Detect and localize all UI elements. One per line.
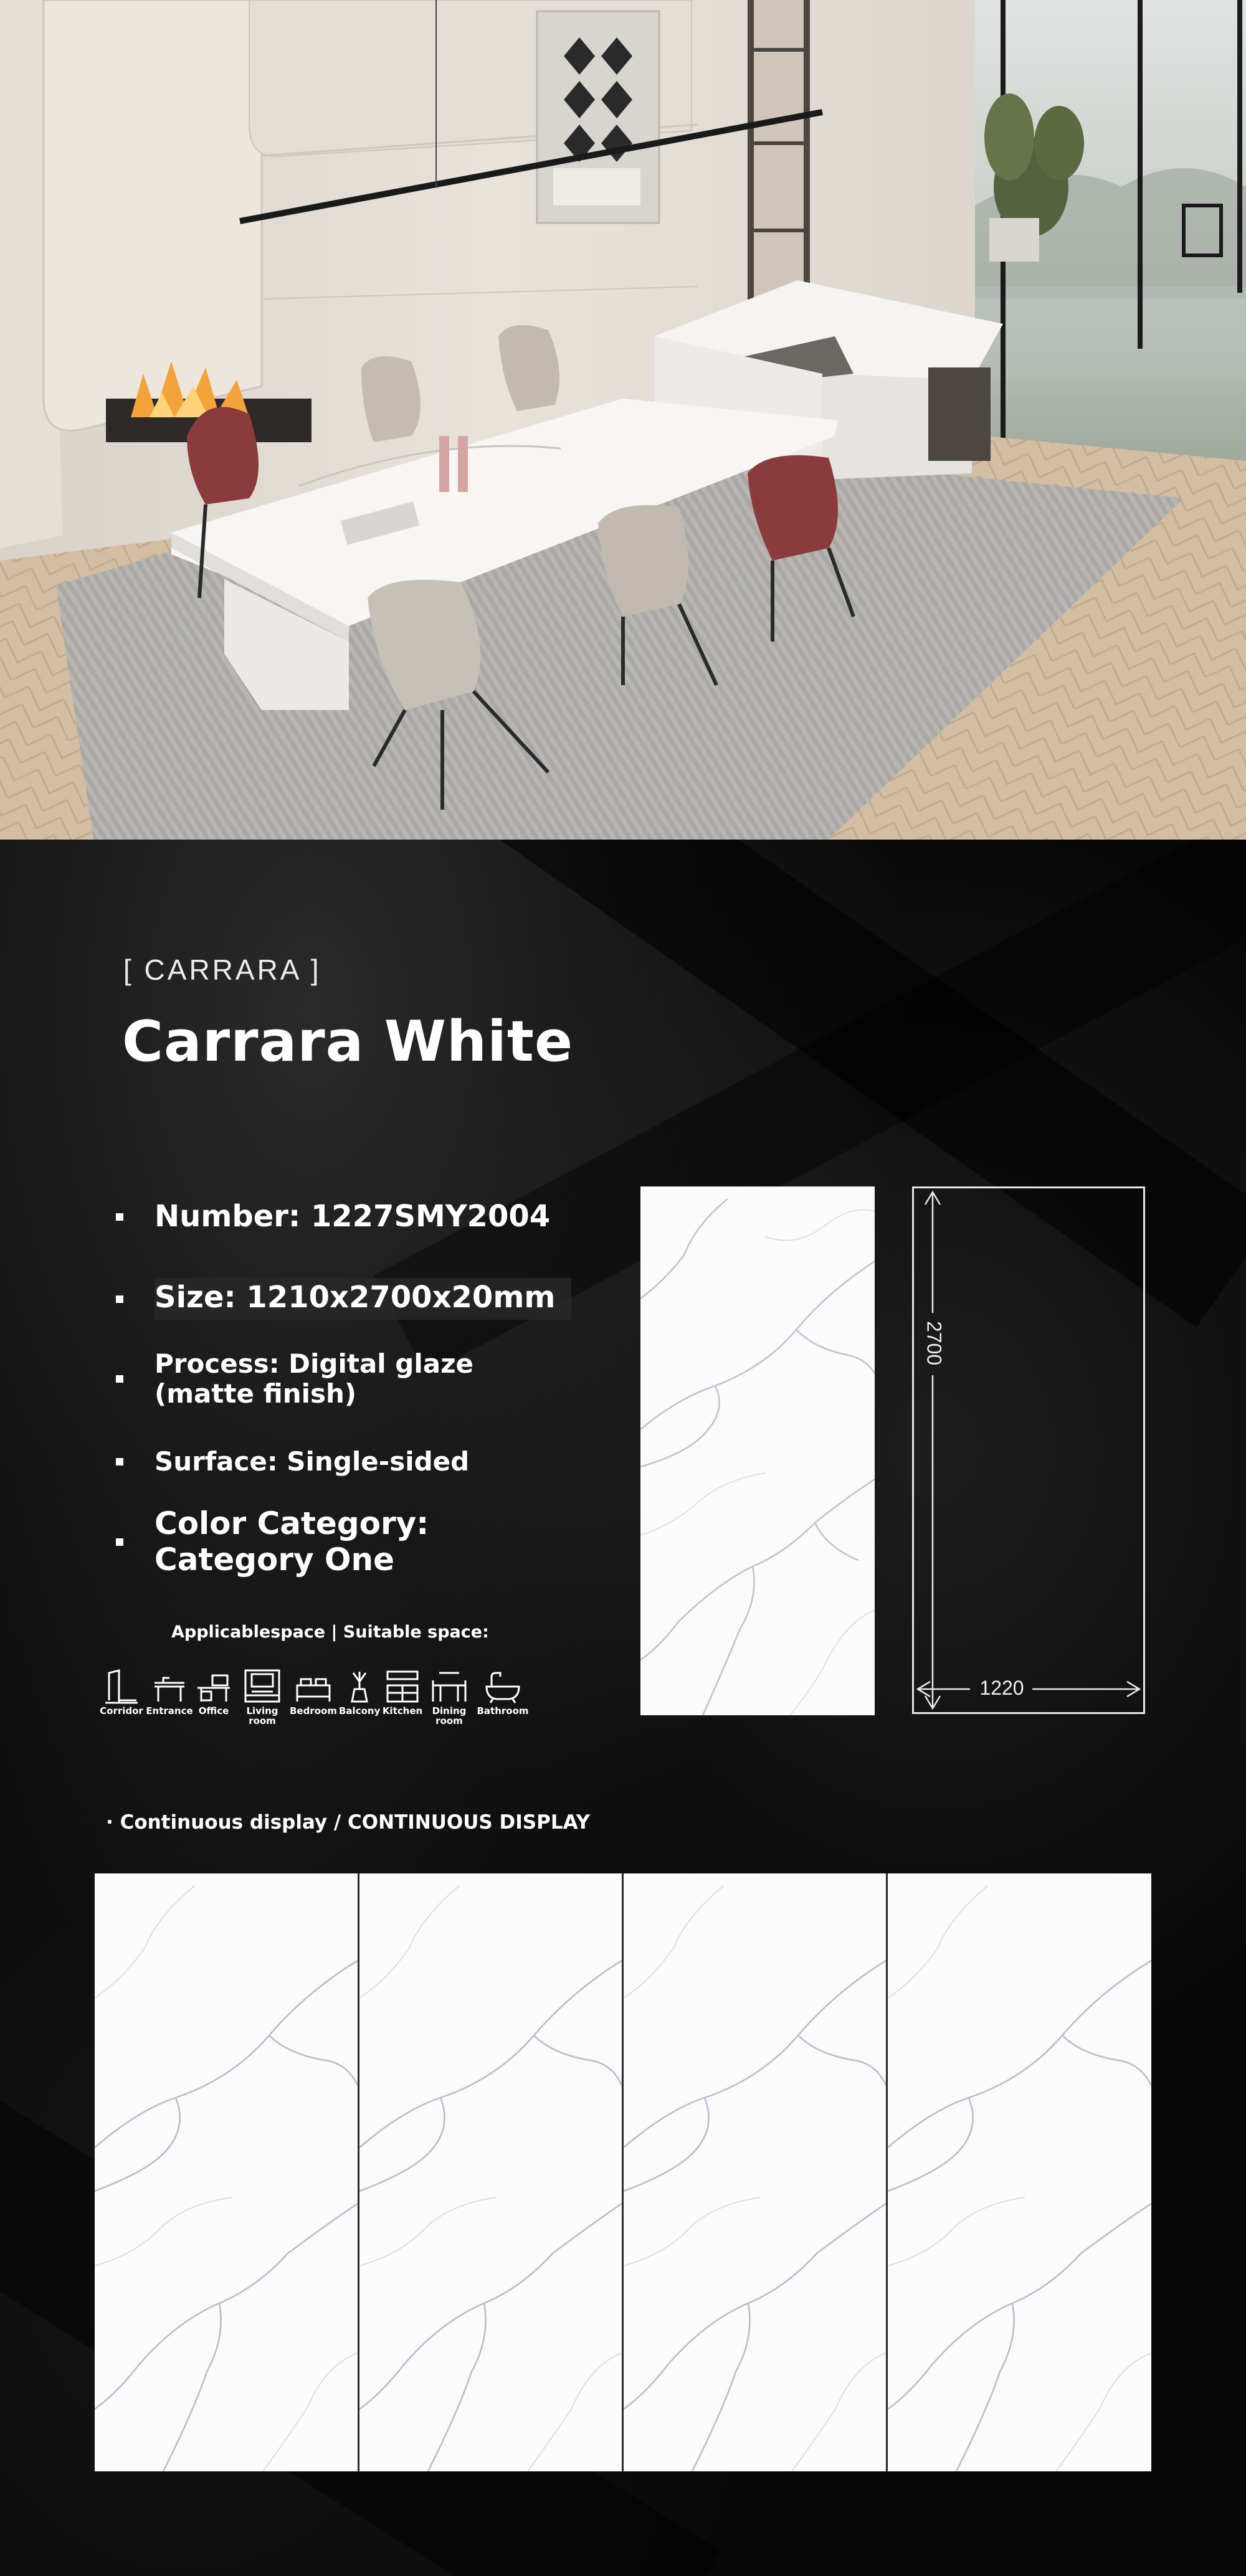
marble-texture <box>359 1873 622 2471</box>
width-dimension-label: 1220 <box>979 1677 1024 1699</box>
continuous-display <box>95 1873 1151 2471</box>
room-corridor <box>98 1668 145 1717</box>
room-label: Bedroom <box>290 1705 337 1717</box>
spec-color-category <box>116 1506 429 1578</box>
room-label: Kitchen <box>382 1705 423 1717</box>
kitchen-icon <box>384 1668 421 1704</box>
marble-texture <box>624 1873 886 2471</box>
spec-surface <box>116 1447 469 1477</box>
room-bathroom <box>475 1668 531 1717</box>
room-living-room <box>239 1668 285 1726</box>
room-office <box>194 1668 233 1717</box>
hero-interior-image <box>0 0 1246 840</box>
dining-room-icon <box>430 1668 468 1704</box>
room-label: Living room <box>246 1705 278 1726</box>
room-entrance <box>145 1668 194 1717</box>
continuous-slab-3 <box>624 1873 886 2471</box>
balcony-icon <box>341 1668 378 1704</box>
continuous-slab-2 <box>359 1873 622 2471</box>
spec-number <box>116 1200 550 1234</box>
spec-text: Number: 1227SMY2004 <box>155 1199 551 1234</box>
dimension-lines <box>914 1188 1143 1712</box>
spec-text: Process: Digital glaze (matte finish) <box>155 1348 474 1409</box>
room-bedroom <box>289 1668 338 1717</box>
room-label: Corridor <box>100 1705 143 1717</box>
spec-text: Size: 1210x2700x20mm <box>155 1278 571 1320</box>
brand-tag: [ CARRARA ] <box>123 954 321 986</box>
spec-text: Color Category: Category One <box>155 1505 429 1578</box>
bullet-icon <box>116 1375 123 1383</box>
room-balcony <box>339 1668 380 1717</box>
room-icons-row <box>98 1668 547 1736</box>
interior-scene <box>0 0 1246 840</box>
spec-text: Surface: Single-sided <box>155 1446 470 1477</box>
slab-preview <box>640 1186 875 1715</box>
bedroom-icon <box>295 1668 332 1704</box>
product-info-section <box>0 840 1246 2576</box>
spec-process <box>116 1349 473 1409</box>
marble-texture <box>640 1186 875 1715</box>
product-title: Carrara White <box>122 1009 573 1074</box>
room-label: Office <box>198 1705 229 1717</box>
room-label: Bathroom <box>477 1705 529 1717</box>
entrance-icon <box>151 1668 188 1704</box>
room-label: Dining room <box>432 1705 467 1726</box>
room-label: Entrance <box>146 1705 193 1717</box>
spec-size <box>116 1278 571 1320</box>
room-dining-room <box>429 1668 470 1726</box>
bullet-icon <box>116 1538 123 1546</box>
marble-texture <box>888 1873 1151 2471</box>
dimension-diagram <box>912 1186 1145 1714</box>
room-kitchen <box>380 1668 425 1717</box>
bullet-icon <box>116 1213 123 1221</box>
corridor-icon <box>103 1668 140 1704</box>
room-label: Balcony <box>339 1705 381 1717</box>
height-dimension-label: 2700 <box>923 1320 946 1366</box>
bullet-icon <box>116 1295 123 1303</box>
bullet-icon <box>116 1458 123 1466</box>
living-room-icon <box>243 1668 282 1704</box>
bathroom-icon <box>484 1668 521 1704</box>
continuous-display-label: · Continuous display / CONTINUOUS DISPLAY <box>106 1811 591 1834</box>
office-icon <box>195 1668 232 1704</box>
continuous-slab-1 <box>95 1873 358 2471</box>
applicable-space-label: Applicablespace | Suitable space: <box>171 1622 489 1642</box>
continuous-slab-4 <box>888 1873 1151 2471</box>
marble-texture <box>95 1873 358 2471</box>
